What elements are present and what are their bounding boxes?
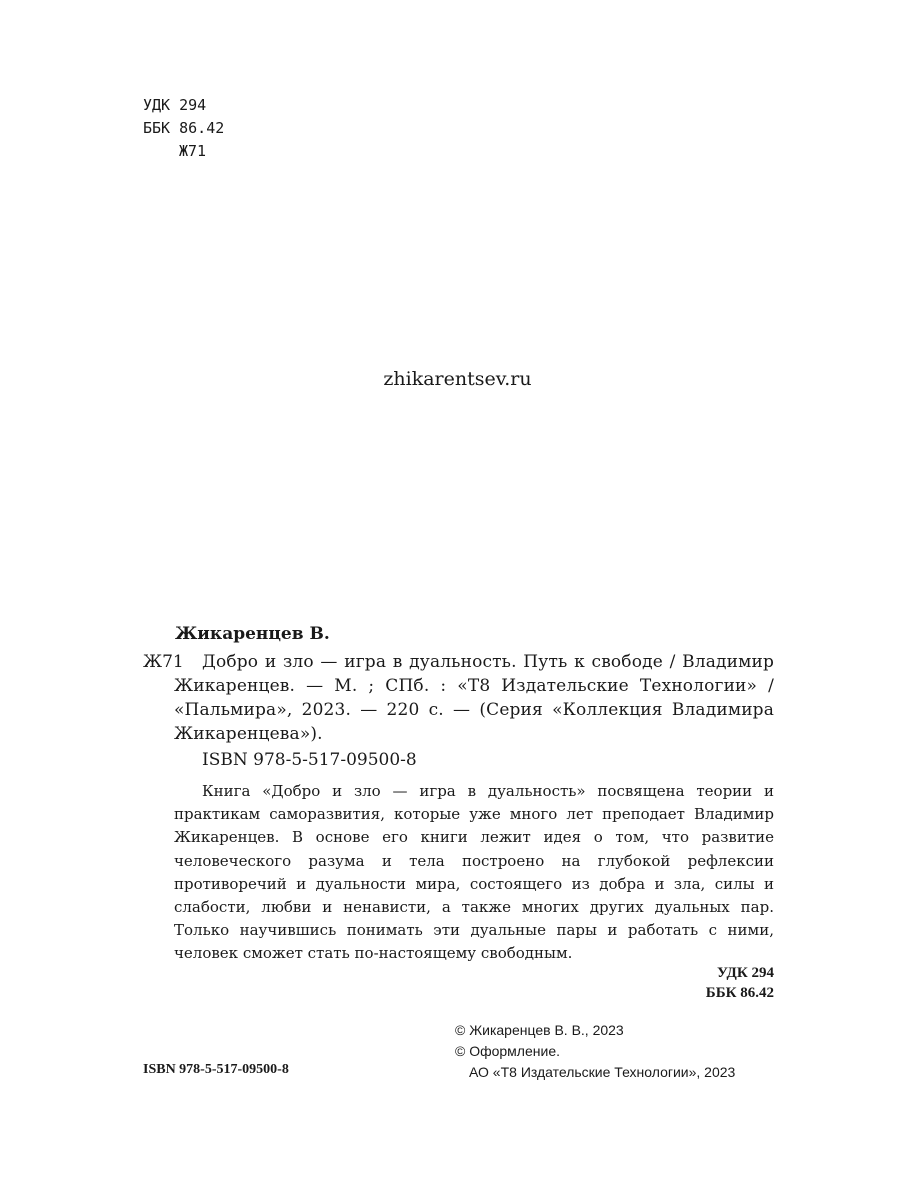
- copyright-author: © Жикаренцев В. В., 2023: [455, 1022, 624, 1038]
- copyright-publisher: АО «Т8 Издательские Технологии», 2023: [469, 1064, 736, 1080]
- copyright-design: © Оформление.: [455, 1043, 560, 1059]
- copyright-block: [455, 1020, 735, 1083]
- author-heading: Жикаренцев В.: [175, 624, 330, 644]
- bbk-top: ББК 86.42: [143, 119, 225, 137]
- abstract-text: Книга «Добро и зло — игра в дуальность» посвящена теории и практикам саморазвития, которые уже много лет преподает Владимир Жикаренцев. В основе его книги лежит идея о том, что развитие человеческого разума и тела построено на глубокой рефлексии противоречий и дуальности мира, состоящего из добра и зла, силы и слабости, любви и ненависти, а также многих других дуальных пар. Только научившись понимать эти дуальные пары и работать с ними, человек сможет стать по-настоящему свободным.: [174, 782, 774, 963]
- isbn-bottom: ISBN 978-5-517-09500-8: [143, 1062, 289, 1077]
- website-url: zhikarentsev.ru: [383, 368, 532, 390]
- classification-bottom: [706, 963, 774, 1003]
- cutter-mark: Ж71: [143, 652, 184, 672]
- udk-bottom: УДК 294: [717, 965, 774, 981]
- author-mark-top: Ж71: [179, 142, 207, 160]
- isbn-record: ISBN 978-5-517-09500-8: [202, 750, 417, 770]
- bibliographic-description: Добро и зло — игра в дуальность. Путь к свободе / Владимир Жикаренцев. — М. ; СПб. : «Т8 Издательские Технологии» / «Пальмира», 2023. — 220 с. — (Серия «Коллекция Владимира Жикаренцева»).: [174, 652, 774, 744]
- udk-top: УДК 294: [143, 96, 207, 114]
- bbk-bottom: ББК 86.42: [705, 985, 774, 1001]
